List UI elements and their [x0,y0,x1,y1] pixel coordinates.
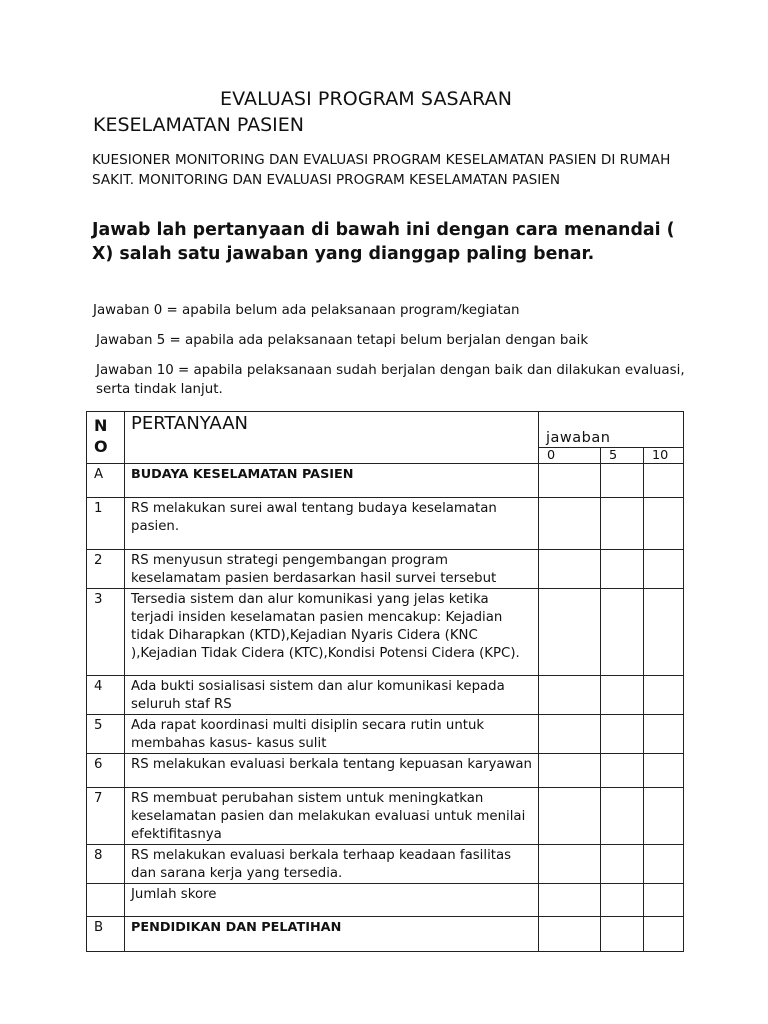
row-number: A [87,464,125,498]
answer-cell-5[interactable] [601,715,644,754]
answer-cell-0[interactable] [539,550,601,589]
row-number: 3 [87,589,125,676]
answer-cell-0[interactable] [539,715,601,754]
answer-cell-10[interactable] [644,464,684,498]
question-text: RS melakukan evaluasi berkala tentang kepuasan karyawan [125,754,539,788]
row-number [87,884,125,917]
score-header-5: 5 [601,448,644,464]
row-number: 4 [87,676,125,715]
document-title: EVALUASI PROGRAM SASARAN [220,88,513,110]
question-text: RS melakukan surei awal tentang budaya keselamatan pasien. [125,498,539,550]
table-row [87,676,684,715]
answer-cell-5[interactable] [601,464,644,498]
answer-cell-10[interactable] [644,498,684,550]
answer-cell-5[interactable] [601,550,644,589]
legend-score-5: Jawaban 5 = apabila ada pelaksanaan tetapi belum berjalan dengan baik [96,333,589,348]
question-text: Ada rapat koordinasi multi disiplin secara rutin untuk membahas kasus- kasus sulit [125,715,539,754]
table-row [87,498,684,550]
answer-cell-10[interactable] [644,715,684,754]
answer-cell-5[interactable] [601,845,644,884]
table-row [87,917,684,952]
answer-cell-10[interactable] [644,754,684,788]
answer-cell-10[interactable] [644,550,684,589]
table-row [87,884,684,917]
legend-score-10: Jawaban 10 = apabila pelaksanaan sudah berjalan dengan baik dan dilakukan evaluasi, serta tindak lanjut. [96,363,685,397]
answer-cell-10[interactable] [644,676,684,715]
answer-cell-5[interactable] [601,676,644,715]
answer-cell-0[interactable] [539,589,601,676]
question-text: RS membuat perubahan sistem untuk meningkatkan keselamatan pasien dan melakukan evaluasi untuk menilai efektifitasnya [125,788,539,845]
document-subtitle: KESELAMATAN PASIEN [93,114,304,136]
instruction-paragraph: Jawab lah pertanyaan di bawah ini dengan cara menandai ( X) salah satu jawaban yang dianggap paling benar. [92,220,675,264]
score-header-0: 0 [539,448,601,464]
table-row [87,550,684,589]
answer-cell-0[interactable] [539,917,601,952]
section-heading: BUDAYA KESELAMATAN PASIEN [125,464,539,498]
table-row [87,754,684,788]
questionnaire-table [86,411,684,952]
answer-cell-5[interactable] [601,788,644,845]
answer-cell-0[interactable] [539,498,601,550]
answer-cell-5[interactable] [601,589,644,676]
score-header-10: 10 [644,448,684,464]
table-row [87,464,684,498]
row-number: B [87,917,125,952]
intro-paragraph: KUESIONER MONITORING DAN EVALUASI PROGRAM KESELAMATAN PASIEN DI RUMAH SAKIT. MONITORING DAN EVALUASI PROGRAM KESELAMATAN PASIEN [92,152,671,188]
section-heading: PENDIDIKAN DAN PELATIHAN [125,917,539,952]
column-header-question: PERTANYAAN [125,412,539,464]
table-row [87,589,684,676]
question-text: Jumlah skore [125,884,539,917]
row-number: 5 [87,715,125,754]
answer-cell-0[interactable] [539,754,601,788]
answer-cell-10[interactable] [644,589,684,676]
column-header-answer: jawaban [539,412,684,448]
row-number: 7 [87,788,125,845]
question-text: Tersedia sistem dan alur komunikasi yang jelas ketika terjadi insiden keselamatan pasien mencakup: Kejadian tidak Diharapkan (KTD),Kejadian Nyaris Cidera (KNC ),Kejadian Tidak Cidera (KTC),Kondisi Potensi Cidera (KPC). [125,589,539,676]
legend-score-0: Jawaban 0 = apabila belum ada pelaksanaan program/kegiatan [93,303,520,318]
answer-cell-0[interactable] [539,676,601,715]
answer-cell-0[interactable] [539,788,601,845]
row-number: 6 [87,754,125,788]
answer-cell-0[interactable] [539,884,601,917]
answer-cell-10[interactable] [644,917,684,952]
question-text: RS menyusun strategi pengembangan program keselamatam pasien berdasarkan hasil survei tersebut [125,550,539,589]
question-text: RS melakukan evaluasi berkala terhaap keadaan fasilitas dan sarana kerja yang tersedia. [125,845,539,884]
answer-cell-0[interactable] [539,845,601,884]
table-row [87,845,684,884]
answer-cell-5[interactable] [601,498,644,550]
row-number: 1 [87,498,125,550]
row-number: 8 [87,845,125,884]
table-row [87,715,684,754]
answer-cell-10[interactable] [644,788,684,845]
table-row [87,788,684,845]
answer-cell-5[interactable] [601,917,644,952]
table-header-row [87,412,684,448]
question-text: Ada bukti sosialisasi sistem dan alur komunikasi kepada seluruh staf RS [125,676,539,715]
column-header-no: N O [87,412,125,464]
answer-cell-10[interactable] [644,884,684,917]
answer-cell-0[interactable] [539,464,601,498]
answer-cell-5[interactable] [601,884,644,917]
row-number: 2 [87,550,125,589]
answer-cell-10[interactable] [644,845,684,884]
answer-cell-5[interactable] [601,754,644,788]
